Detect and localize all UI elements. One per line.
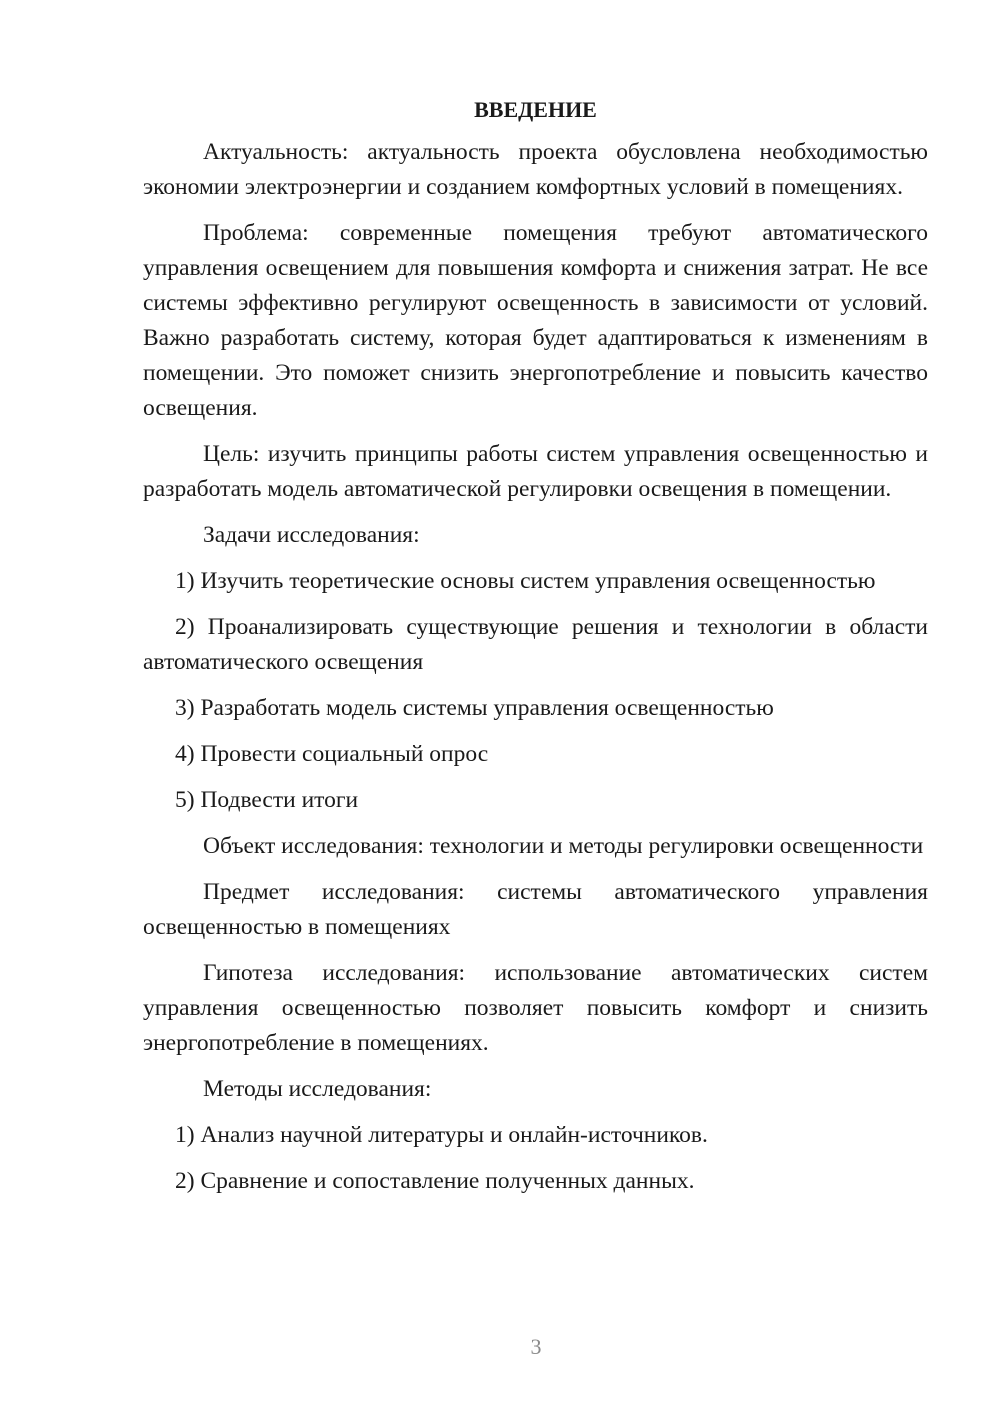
object-paragraph: Объект исследования: технологии и методы регулировки освещенности: [203, 833, 924, 859]
hypothesis-paragraph: Гипотеза исследования: использование автоматических систем управления освещенностью позволяет повысить комфорт и снизить энергопотребление в помещениях.: [143, 960, 928, 1056]
page-number: 3: [530, 1334, 542, 1359]
task-item: 4) Провести социальный опрос: [175, 741, 489, 767]
method-item: 2) Сравнение и сопоставление полученных данных.: [175, 1168, 695, 1194]
subject-paragraph: Предмет исследования: системы автоматического управления освещенностью в помещениях: [143, 879, 928, 940]
tasks-heading: Задачи исследования:: [203, 522, 420, 548]
relevance-paragraph: Актуальность: актуальность проекта обусловлена необходимостью экономии электроэнергии и созданием комфортных условий в помещениях.: [143, 139, 928, 200]
task-item: 2) Проанализировать существующие решения и технологии в области автоматического освещения: [143, 614, 928, 675]
document-body: [143, 92, 928, 1210]
problem-paragraph: Проблема: современные помещения требуют автоматического управления освещением для повышения комфорта и снижения затрат. Не все системы эффективно регулируют освещенность в зависимости от условий. Важно разработать систему, которая будет адаптироваться к изменениям в помещении. Это поможет снизить энергопотребление и повысить качество освещения.: [143, 220, 928, 421]
task-item: 1) Изучить теоретические основы систем управления освещенностью: [175, 568, 876, 594]
page-title: ВВЕДЕНИЕ: [474, 97, 597, 122]
methods-heading: Методы исследования:: [203, 1076, 432, 1102]
task-item: 3) Разработать модель системы управления освещенностью: [175, 695, 774, 721]
task-item: 5) Подвести итоги: [175, 787, 359, 813]
goal-paragraph: Цель: изучить принципы работы систем управления освещенностью и разработать модель автоматической регулировки освещения в помещении.: [143, 441, 928, 502]
method-item: 1) Анализ научной литературы и онлайн-источников.: [175, 1122, 708, 1148]
